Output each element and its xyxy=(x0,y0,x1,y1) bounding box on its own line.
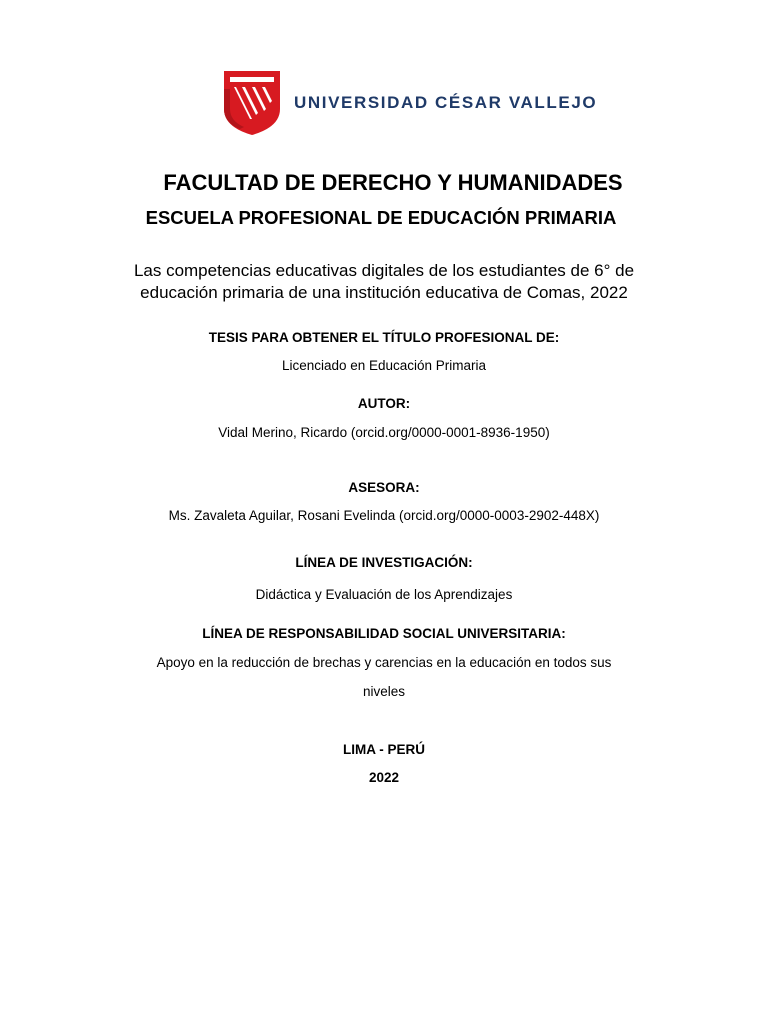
advisor-label: ASESORA: xyxy=(348,480,420,495)
social-responsibility-value-line-1: Apoyo en la reducción de brechas y carencias en la educación en todos sus xyxy=(156,655,612,670)
thesis-title-line-1: Las competencias educativas digitales de los estudiantes de 6° de xyxy=(133,261,635,280)
university-name: UNIVERSIDAD CÉSAR VALLEJO xyxy=(294,93,598,112)
research-line-label: LÍNEA DE INVESTIGACIÓN: xyxy=(295,555,473,570)
social-responsibility-value-line-2: niveles xyxy=(362,684,406,699)
place: LIMA - PERÚ xyxy=(343,742,425,757)
university-logo xyxy=(222,69,597,137)
year: 2022 xyxy=(368,770,400,785)
research-line-value: Didáctica y Evaluación de los Aprendizajes xyxy=(255,587,513,602)
advisor-value: Ms. Zavaleta Aguilar, Rosani Evelinda (orcid.org/0000-0003-2902-448X) xyxy=(168,508,600,523)
ucv-shield-icon xyxy=(222,69,282,137)
thesis-title-line-2: educación primaria de una institución educativa de Comas, 2022 xyxy=(140,283,628,302)
author-label: AUTOR: xyxy=(357,396,411,411)
author-value: Vidal Merino, Ricardo (orcid.org/0000-0001-8936-1950) xyxy=(218,425,550,440)
social-responsibility-label: LÍNEA DE RESPONSABILIDAD SOCIAL UNIVERSITARIA: xyxy=(202,626,566,641)
school-heading: ESCUELA PROFESIONAL DE EDUCACIÓN PRIMARIA xyxy=(145,207,617,228)
thesis-degree-label: TESIS PARA OBTENER EL TÍTULO PROFESIONAL DE: xyxy=(208,330,560,345)
faculty-heading: FACULTAD DE DERECHO Y HUMANIDADES xyxy=(163,170,623,195)
thesis-degree-value: Licenciado en Educación Primaria xyxy=(281,358,487,373)
